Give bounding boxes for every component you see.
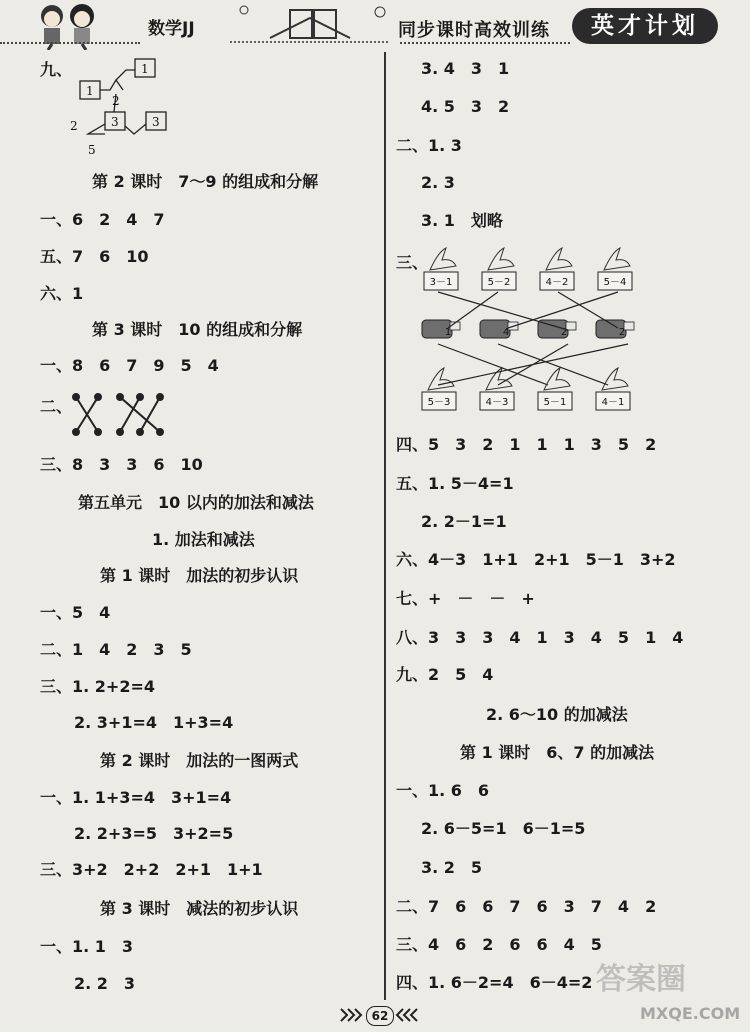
tree-left: 1 — [86, 84, 94, 98]
hat-brim — [566, 322, 576, 330]
answer-line: 2. 3 — [421, 173, 455, 192]
answer-line: 3. 2 5 — [421, 858, 483, 877]
answer-line: 3. 4 3 1 — [421, 59, 510, 78]
answer-line: 三、4 6 2 6 6 4 5 — [396, 935, 602, 954]
answer-line: 2. 2－1=1 — [421, 512, 507, 531]
answer-line: 一、1. 1 3 — [40, 937, 134, 956]
unit5-title: 第五单元 10 以内的加法和减法 — [78, 493, 314, 512]
answer-line: 三、8 3 3 6 10 — [40, 455, 203, 474]
tree-mid: 2 — [112, 94, 120, 108]
header-divider-left — [0, 42, 140, 44]
answer-line: 五、7 6 10 — [40, 247, 149, 266]
u5-lesson3-title: 第 3 课时 减法的初步认识 — [100, 899, 299, 918]
bird-top-label: 5－2 — [487, 277, 511, 288]
answer-line: 一、6 2 4 7 — [40, 210, 165, 229]
bird-bottom-label: 4－3 — [485, 397, 509, 408]
tree-bottom-left-top: 2 — [70, 119, 78, 133]
answer-line: 七、+ － － + — [396, 589, 535, 608]
answer-line: 二、7 6 6 7 6 3 7 4 2 — [396, 897, 657, 916]
u5-lesson2-title: 第 2 课时 加法的一图两式 — [100, 751, 299, 770]
tree-box-center: 3 — [111, 115, 119, 129]
hats-row — [422, 320, 634, 338]
answer-line: 一、8 6 7 9 5 4 — [40, 356, 219, 375]
answer-line: 2. 2+3=5 3+2=5 — [74, 824, 234, 843]
answer-line: 三、 — [396, 253, 429, 272]
lesson3-title: 第 3 课时 10 的组成和分解 — [92, 320, 303, 339]
answer-line: 一、1. 1+3=4 3+1=4 — [40, 788, 232, 807]
bird-icon — [488, 248, 514, 270]
answer-line: 二、 — [40, 397, 73, 416]
answer-line: 2. 3+1=4 1+3=4 — [74, 713, 234, 732]
q9-label: 九、 — [40, 60, 73, 79]
page-number: 62 — [366, 1006, 394, 1026]
answer-line: 二、1. 3 — [396, 136, 462, 155]
right-lesson1-title: 第 1 课时 6、7 的加减法 — [460, 743, 655, 762]
answer-line: 2. 6－5=1 6－1=5 — [421, 819, 586, 838]
answer-line: 3. 1 划略 — [421, 211, 503, 230]
matching-lines-diagram — [70, 392, 180, 438]
answer-line: 二、1 4 2 3 5 — [40, 640, 192, 659]
answer-line: 4. 5 3 2 — [421, 97, 510, 116]
bird-hat-matching-diagram — [418, 240, 658, 420]
subject-label: 数学JJ — [148, 19, 195, 39]
answer-line: 八、3 3 3 4 1 3 4 5 1 4 — [396, 628, 684, 647]
answer-line: 一、1. 6 6 — [396, 781, 490, 800]
books-decoration — [230, 0, 390, 46]
hat-label: 2 — [618, 327, 626, 338]
tree-top-right: 1 — [141, 62, 149, 76]
bird-top-label: 5－4 — [603, 277, 627, 288]
hat-label: 4 — [502, 327, 510, 338]
lesson2-title: 第 2 课时 7～9 的组成和分解 — [92, 172, 319, 191]
answer-line: 四、5 3 2 1 1 1 3 5 2 — [396, 435, 657, 454]
answer-line: 四、1. 6－2=4 6－4=2 — [396, 973, 593, 992]
answer-line: 三、1. 2+2=4 — [40, 677, 155, 696]
hat-brim — [624, 322, 634, 330]
bird-icon — [604, 248, 630, 270]
answer-line: 2. 2 3 — [74, 974, 136, 993]
bird-icon — [546, 248, 572, 270]
part1-title: 1. 加法和减法 — [152, 530, 255, 549]
hat-label: 2 — [560, 327, 568, 338]
answer-line: 一、5 4 — [40, 603, 111, 622]
bird-bottom-label: 4－1 — [601, 397, 625, 408]
bird-bottom-label: 5－3 — [427, 397, 451, 408]
matching-lines — [438, 292, 628, 385]
tree-bottom-left-bottom: 5 — [88, 143, 96, 156]
bird-top-label: 3－1 — [429, 277, 453, 288]
column-divider — [384, 52, 386, 1000]
watermark-logo: 答案圈 — [596, 962, 686, 997]
top-birds-row — [424, 248, 632, 290]
answer-line: 五、1. 5－4=1 — [396, 474, 514, 493]
bird-bottom-label: 5－1 — [543, 397, 567, 408]
u5-lesson1-title: 第 1 课时 加法的初步认识 — [100, 566, 299, 585]
part2-title: 2. 6～10 的加减法 — [486, 705, 628, 724]
bird-icon — [430, 248, 456, 270]
hat-label: 1 — [444, 327, 452, 338]
answer-line: 三、3+2 2+2 2+1 1+1 — [40, 860, 263, 879]
answer-line: 九、2 5 4 — [396, 665, 494, 684]
page-header — [0, 0, 750, 52]
tree-box-right: 3 — [152, 115, 160, 129]
number-tree-diagram — [70, 56, 180, 156]
series-title: 同步课时高效训练 — [398, 20, 550, 41]
bird-icon — [602, 368, 628, 390]
answer-line: 六、4－3 1+1 2+1 5－1 3+2 — [396, 550, 676, 569]
watermark-site: MXQE.COM — [640, 1004, 741, 1023]
bird-icon — [544, 368, 570, 390]
bird-top-label: 4－2 — [545, 277, 569, 288]
bird-icon — [428, 368, 454, 390]
header-divider-right — [400, 42, 570, 44]
answer-line: 六、1 — [40, 284, 84, 303]
brand-badge: 英才计划 — [572, 8, 718, 44]
bottom-birds-row — [422, 368, 630, 410]
